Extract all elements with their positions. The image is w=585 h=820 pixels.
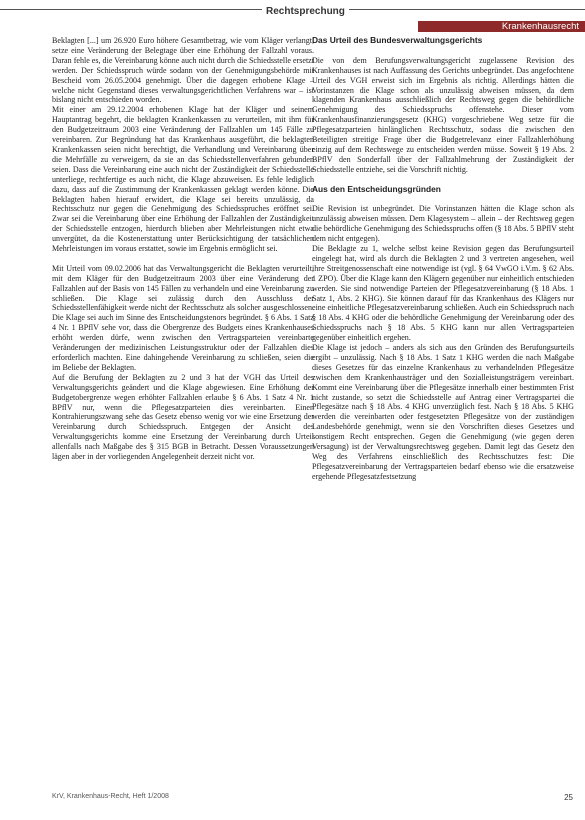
paragraph: Die Beklagte zu 1, welche selbst keine Revision gegen das Berufungsurteil eingelegt hat, wird als durch die Beklagten 2 und 3 vertreten angesehen, weil ihre Streitgenossenschaft eine notwendige ist (vgl. § 64 VwGO i.V.m. § 62 Abs. 1 ZPO). Über die Klage kann den Klägern gegenüber nur einheitlich entschieden werden. Sie sind notwendige Parteien der Pflegesatzvereinbarung (§ 18 Abs. 1 Satz 1, Abs. 2 KHG). Sie können darauf für das Krankenhaus des Klägers nur eine einheitliche Pflegesatzvereinbarung schließen. Auch ein Schiedsspruch nach § 18 Abs. 4 KHG oder die behördliche Genehmigung der Vereinbarung oder des Schiedsspruchs nach § 18 Abs. 5 KHG kann nur allen Vertragsparteien gegenüber einheitlich ergehen.	[312, 243, 574, 343]
paragraph: Die von dem Berufungsverwaltungsgericht zugelassene Revision des Krankenhauses ist nach Auffassung des Gerichts unbegründet. Das angefochtene Urteil des VGH erweist sich im Ergebnis als richtig. Allerdings hätten die Vorinstanzen die Klage schon als unzulässig abweisen müssen, da dem klagenden Krankenhaus ausschließlich der Rechtsweg gegen die behördliche Genehmigung des Schiedsspruchs offenstehe. Dieser vom Krankenhausfinanzierungsgesetz (KHG) vorgeschriebene Weg setze für die Pflegesatzparteien hinlänglichen Rechtsschutz, sodass die zwischen den Beteiligten streitige Frage über die Budgetrelevanz einer Fallzahlerhöhung einzig auf dem Rechtswege zu entscheiden werden müsse. Soweit § 19 Abs. 2 BPflV den Sonderfall über der Fallzahlmehrung der Zuständigkeit der Schiedsstelle entziehe, sei die Vorschrift nichtig.	[312, 55, 574, 174]
page-footer	[52, 793, 573, 805]
left-column	[52, 36, 314, 462]
paragraph: Die Klage ist jedoch – anders als sich aus den Gründen des Berufungsurteils ergibt – unzulässig. Nach § 18 Abs. 1 Satz 1 KHG werden die nach Maßgabe dieses Gesetzes für das einzelne Krankenhaus zu verhandelnden Pflegesätze zwischen dem Krankenhausträger und den Sozialleistungsträgern vereinbart. Kommt eine Vereinbarung über die Pflegesätze innerhalb einer bestimmten Frist nicht zustande, so setzt die Schiedsstelle auf Antrag einer Vertragspartei die Pflegesätze nach § 18 Abs. 4 KHG unverzüglich fest. Nach § 18 Abs. 5 KHG werden die vereinbarten oder festgesetzten Pflegesätze von der zuständigen Landesbehörde genehmigt, wenn sie den Vorschriften dieses Gesetzes und sonstigem Recht entsprechen. Gegen die Genehmigung (wie gegen deren Versagung) ist der Verwaltungsrechtsweg gegeben. Damit legt das Gesetz den Weg des Verfahrens einschließlich des Rechtsschutzes fest: Die Pflegesatzvereinbarung der Vertragsparteien bedarf ebenso wie die ersatzweise ergehende Pflegesatzfestsetzung	[312, 343, 574, 481]
paragraph: Die Revision ist unbegründet. Die Vorinstanzen hätten die Klage schon als unzulässig abweisen müssen. Dem Klagesystem – allein – der Rechtsweg gegen die behördliche Genehmigung des Schiedsspruchs offen (§ 18 Abs. 5 BPflV steht dem nicht entgegen).	[312, 204, 574, 244]
paragraph: Mit einer am 29.12.2004 erhobenen Klage hat der Kläger und seinem Hauptantrag begehrt, die beklagten Krankenkassen zu verurteilen, mit ihm für den Budgetzeitraum 2003 eine Veränderung der Fallzahlen um 145 Fälle zu vereinbaren. Zur Begründung hat das Krankenhaus ausgeführt, die beklagten Krankenkassen seien nicht berechtigt, die Verhandlung und Vereinbarung über die Mehrfälle zu verweigern, da sie an das Schiedsstellenverfahren gebunden seien. Dass die Vereinbarung eine auch nicht der Zuständigkeit der Schiedsstelle unterliege, rechtfertige es auch nicht, die Klage abzuweisen. Es fehle lediglich dazu, dass auf die Zustimmung der Krankenkassen geklagt werden könne. Die Beklagten haben hierauf erwidert, die Klage sei bereits unzulässig, da Rechtsschutz nur gegen die Genehmigung des Schiedsspruches eröffnet sei. Zwar sei die Vereinbarung über eine Erhöhung der Fallzahlen der Zuständigkeit der Schiedsstelle entzogen, hierdurch blieben aber Mehrleistungen nicht etwa unvergütet, da die Kostenerstattung unter Berücksichtigung der tatsächlichen Mehrleistungen im voraus erstattet, sowie im Ergebnis ermöglicht sei.	[52, 105, 314, 254]
section-heading: Das Urteil des Bundesverwaltungsgerichts	[312, 35, 483, 45]
right-column	[312, 36, 574, 482]
paragraph: Mit Urteil vom 09.02.2006 hat das Verwaltungsgericht die Beklagten verurteilt, mit dem Kläger für den Budgetzeitraum 2003 über eine Veränderung der Fallzahlen auf der Basis von 145 Fällen zu verhandeln und eine Vereinbarung zu schließen. Die Klage sei zulässig durch den Ausschluss der Schiedsstellenfähigkeit werde nicht der Rechtsschutz als solcher ausgeschlossen. Die Klage sei auch im Sinne des Entscheidungstenors begründet. § 6 Abs. 1 Satz 4 Nr. 1 BPflV sehe vor, dass die Obergrenze des Budgets eines Krankenhauses erhöht werden dürfe, wenn zwischen den Vertragsparteien vereinbarte Veränderungen der medizinischen Leistungsstruktur oder der Fallzahlen dies erforderlich machten. Eine dahingehende Vereinbarung zu schließen, seien die im Beliebe der Beklagten.	[52, 263, 314, 372]
paragraph-gap	[52, 254, 314, 264]
section-heading: Aus den Entscheidungsgründen	[312, 183, 441, 194]
paragraph-gap	[312, 46, 574, 56]
section-title: Rechtsprechung	[262, 6, 349, 17]
paragraph: Auf die Berufung der Beklagten zu 2 und 3 hat der VGH das Urteil des Verwaltungsgerichts geändert und die Klage abgewiesen. Eine Erhöhung der Budgetobergrenze wegen erhöhter Fallzahlen erlaube § 6 Abs. 1 Satz 4 Nr. 1 BPflV nur, wenn die Pflegesatzparteien dies vereinbarten. Einen Kontrahierungszwang sehe das Gesetz ebenso wenig vor wie eine Ersetzung der Vereinbarung durch Schiedsspruch. Entgegen der Ansicht des Verwaltungsgerichts komme eine Ersetzung der Vereinbarung durch Urteil allenfalls nach Maßgabe des § 315 BGB in Betracht. Dessen Voraussetzungen lägen aber in der vorliegenden Angelegenheit derzeit nicht vor.	[52, 372, 314, 462]
footer-source: KrV, Krankenhaus-Recht, Heft 1/2008	[52, 793, 169, 800]
paragraph: Beklagten [...] um 26.920 Euro höhere Gesamtbetrag, wie vom Kläger verlangt, setze eine Veränderung der Belegtage über eine Erhöhung der Fallzahl voraus. Daran fehle es, die Vereinbarung könne auch nicht durch die Schiedsstelle ersetzt werden. Der Schiedsspruch würde sodann von der Genehmigungsbehörde mit Bescheid vom 26.05.2004 genehmigt. Über die dagegen erhobene Klage – welche nicht Gegenstand dieses verwaltungsgerichtlichen Verfahrens war – ist bislang nicht entschieden worden.	[52, 36, 314, 105]
paragraph-gap	[312, 194, 574, 204]
page-number: 25	[564, 793, 573, 802]
topic-badge: Krankenhausrecht	[418, 21, 585, 32]
